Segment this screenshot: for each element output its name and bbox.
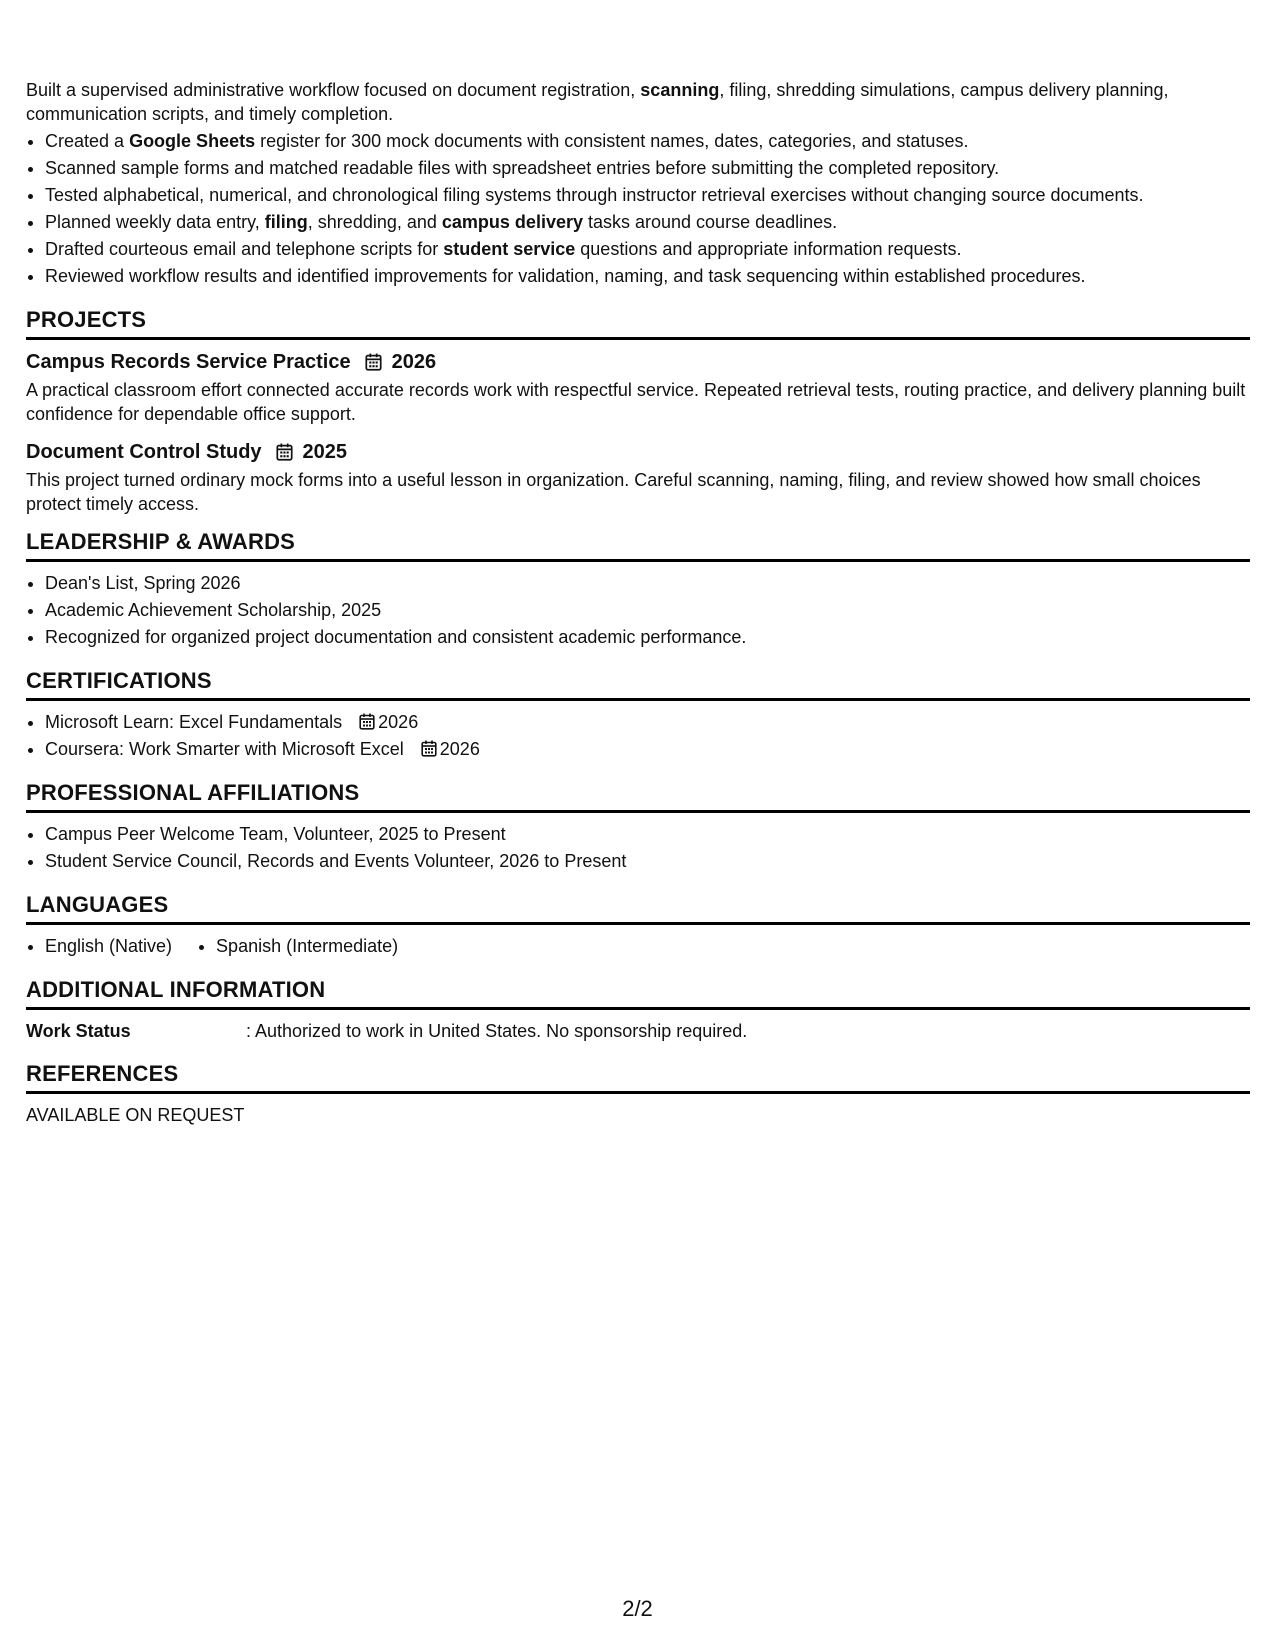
experience-intro: Built a supervised administrative workflow focused on document registration, scanning, filing, shredding simulations, campus delivery planning, communication scripts, and timely completion. <box>26 80 1169 124</box>
project-name: Document Control Study <box>26 441 262 463</box>
references-section <box>26 1060 1250 1128</box>
list-item <box>45 709 1250 736</box>
work-status-row <box>26 1018 1250 1044</box>
list-item: • Campus Peer Welcome Team, Volunteer, 2025 to Present <box>45 821 1250 848</box>
bold-text: Google Sheets <box>129 131 256 151</box>
list-item: • Drafted courteous email and telephone scripts for student service questions and appropriate information requests. <box>45 236 1250 263</box>
section-title-affiliations: PROFESSIONAL AFFILIATIONS <box>26 779 1250 813</box>
list-item: • Recognized for organized project documentation and consistent academic performance. <box>45 624 1250 651</box>
list-item: • Created a Google Sheets register for 300 mock documents with consistent names, dates, categories, and statuses. <box>45 128 1250 155</box>
work-status-label: Work Status <box>26 1021 131 1041</box>
list-item: • Reviewed workflow results and identified improvements for validation, naming, and task sequencing within established procedures. <box>45 263 1250 290</box>
list-item: • Scanned sample forms and matched readable files with spreadsheet entries before submitting the completed repository. <box>45 155 1250 182</box>
cert-name: Coursera: Work Smarter with Microsoft Excel <box>45 739 404 759</box>
experience-bullets <box>26 128 1250 290</box>
calendar-icon <box>365 353 382 371</box>
list-item: • Spanish (Intermediate) <box>216 933 398 960</box>
bold-text: filing <box>264 212 308 232</box>
work-status-value: : Authorized to work in United States. No sponsorship required. <box>246 1021 748 1041</box>
calendar-icon <box>276 443 293 461</box>
additional-section <box>26 976 1250 1044</box>
project-description: This project turned ordinary mock forms into a useful lesson in organization. Careful scanning, naming, filing, and review showed how small choices protect timely access. <box>26 470 1201 514</box>
list-item: • English (Native) <box>45 933 172 960</box>
experience-section <box>26 78 1250 290</box>
bold-text: student service <box>443 239 576 259</box>
project-year: 2025 <box>302 441 348 463</box>
section-title-references: REFERENCES <box>26 1060 1250 1094</box>
list-item: • Student Service Council, Records and Events Volunteer, 2026 to Present <box>45 848 1250 875</box>
project-header <box>26 438 1250 466</box>
list-item <box>45 736 1250 763</box>
certifications-section <box>26 667 1250 763</box>
cert-year: 2026 <box>439 739 480 759</box>
list-item: • Planned weekly data entry, filing, shredding, and campus delivery tasks around course deadlines. <box>45 209 1250 236</box>
section-title-projects: PROJECTS <box>26 306 1250 340</box>
certifications-list <box>26 709 1250 763</box>
list-item: • Dean's List, Spring 2026 <box>45 570 1250 597</box>
leadership-list <box>26 570 1250 651</box>
bold-text: scanning <box>640 80 720 100</box>
list-item: • Tested alphabetical, numerical, and chronological filing systems through instructor retrieval exercises without changing source documents. <box>45 182 1250 209</box>
section-title-leadership: LEADERSHIP & AWARDS <box>26 528 1250 562</box>
references-text: AVAILABLE ON REQUEST <box>26 1105 245 1125</box>
section-title-languages: LANGUAGES <box>26 891 1250 925</box>
section-title-additional: ADDITIONAL INFORMATION <box>26 976 1250 1010</box>
languages-section <box>26 891 1250 960</box>
cert-name: Microsoft Learn: Excel Fundamentals <box>45 712 343 732</box>
page-number: 2/2 <box>622 1596 653 1621</box>
projects-section <box>26 306 1250 516</box>
list-item: • Academic Achievement Scholarship, 2025 <box>45 597 1250 624</box>
calendar-icon <box>421 740 437 757</box>
leadership-section <box>26 528 1250 651</box>
bold-text: campus delivery <box>441 212 583 232</box>
project-year: 2026 <box>391 351 437 373</box>
languages-list <box>26 933 1250 960</box>
project-name: Campus Records Service Practice <box>26 351 351 373</box>
affiliations-section <box>26 779 1250 875</box>
cert-date <box>421 739 480 759</box>
cert-year: 2026 <box>378 712 419 732</box>
project-description: A practical classroom effort connected accurate records work with respectful service. Repeated retrieval tests, routing practice, and delivery planning built confidence for dependable office support. <box>26 380 1246 424</box>
calendar-icon <box>359 713 375 730</box>
affiliations-list <box>26 821 1250 875</box>
project-item <box>26 348 1250 426</box>
resume-page <box>26 78 1250 1128</box>
cert-date <box>359 712 418 732</box>
section-title-certifications: CERTIFICATIONS <box>26 667 1250 701</box>
project-header <box>26 348 1250 376</box>
project-item <box>26 438 1250 516</box>
